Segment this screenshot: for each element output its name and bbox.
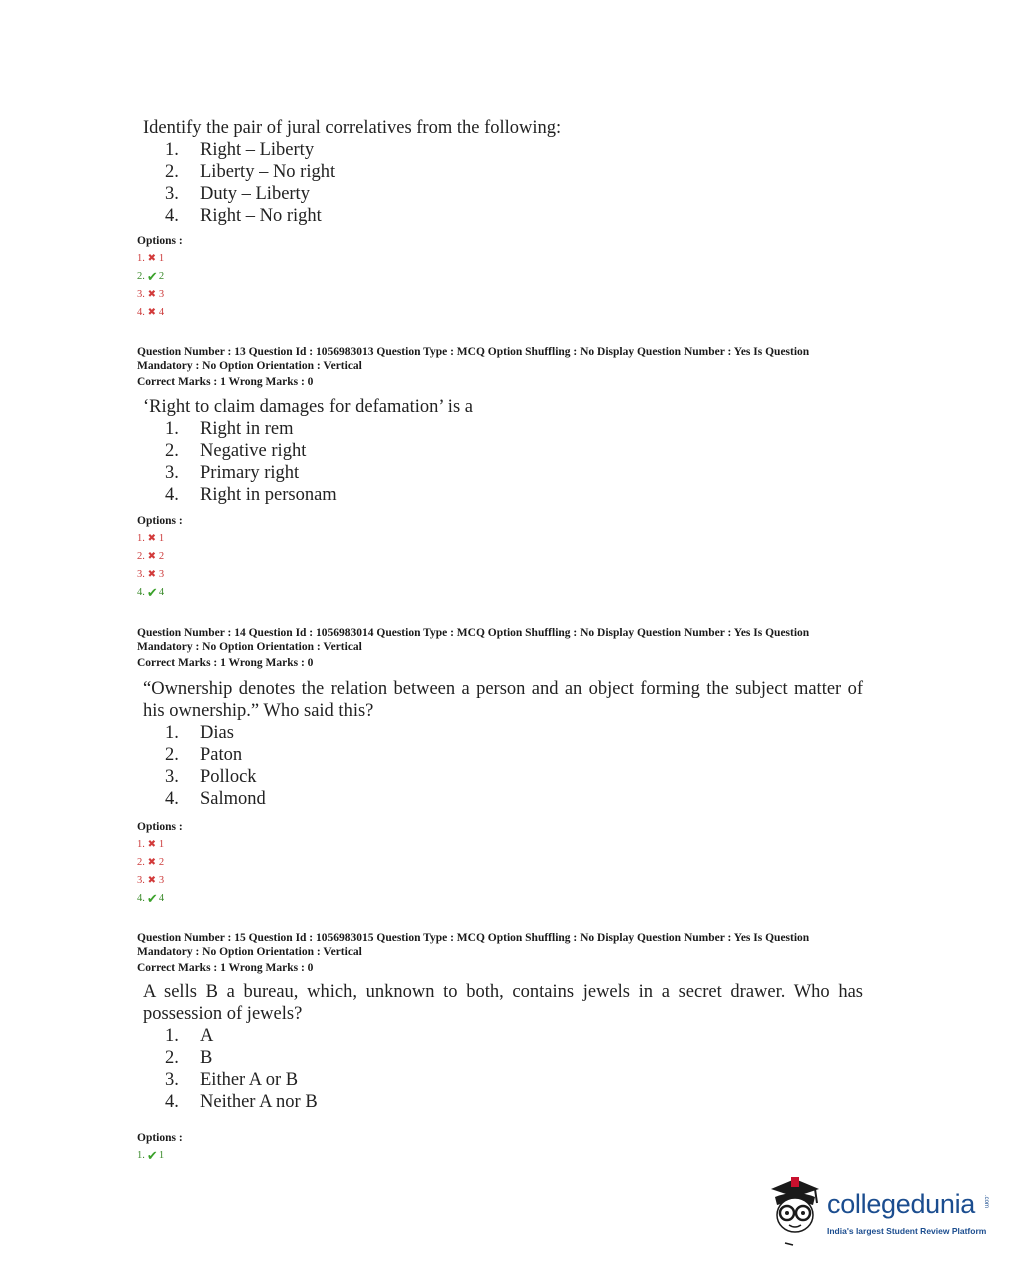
logo-com: .com	[983, 1195, 989, 1209]
collegedunia-logo	[765, 1175, 995, 1250]
question-meta: Mandatory : No Option Orientation : Vertical	[137, 360, 362, 372]
question-meta: Mandatory : No Option Orientation : Vertical	[137, 641, 362, 653]
question-option: 1. Dias	[165, 723, 234, 743]
cross-icon: ✖	[147, 839, 157, 850]
question-option: 2. Negative right	[165, 441, 307, 461]
answer-option: 2. ✖ 2	[137, 857, 165, 868]
options-label: Options :	[137, 1132, 183, 1144]
check-icon: ✔	[146, 1148, 158, 1163]
check-icon: ✔	[146, 269, 158, 284]
cross-icon: ✖	[147, 857, 157, 868]
question-marks: Correct Marks : 1 Wrong Marks : 0	[137, 657, 314, 669]
cross-icon: ✖	[147, 551, 157, 562]
answer-option: 1. ✖ 1	[137, 839, 165, 850]
question-option: 4. Right – No right	[165, 206, 322, 226]
options-label: Options :	[137, 515, 183, 527]
answer-option: 4. ✖ 4	[137, 307, 165, 318]
question-marks: Correct Marks : 1 Wrong Marks : 0	[137, 962, 314, 974]
cross-icon: ✖	[147, 875, 157, 886]
answer-option: 1. ✖ 1	[137, 253, 165, 264]
question-option: 3. Duty – Liberty	[165, 184, 310, 204]
cross-icon: ✖	[147, 569, 157, 580]
question-text: Identify the pair of jural correlatives from the following:	[143, 118, 562, 138]
question-option: 2. Liberty – No right	[165, 162, 336, 182]
answer-option: 4. ✔ 4	[137, 891, 165, 906]
answer-option: 4. ✔ 4	[137, 585, 165, 600]
options-label: Options :	[137, 821, 183, 833]
question-marks: Correct Marks : 1 Wrong Marks : 0	[137, 376, 314, 388]
question-option: 3. Either A or B	[165, 1070, 299, 1090]
question-meta: Mandatory : No Option Orientation : Vertical	[137, 946, 362, 958]
question-option: 4. Neither A nor B	[165, 1092, 318, 1112]
answer-option: 1. ✖ 1	[137, 533, 165, 544]
question-option: 4. Right in personam	[165, 485, 337, 505]
question-text: A sells B a bureau, which, unknown to both, contains jewels in a secret drawer. Who has possession of jewels?	[143, 982, 863, 1024]
question-meta: Question Number : 14 Question Id : 1056983014 Question Type : MCQ Option Shuffling : No Display Question Number : Yes Is Question	[137, 627, 810, 639]
question-text: “Ownership denotes the relation between a person and an object forming the subject matter of his ownership.” Who said this?	[143, 679, 863, 721]
check-icon: ✔	[146, 891, 158, 906]
cross-icon: ✖	[147, 289, 157, 300]
answer-option: 2. ✔ 2	[137, 269, 165, 284]
answer-option: 3. ✖ 3	[137, 289, 165, 300]
question-meta: Question Number : 13 Question Id : 1056983013 Question Type : MCQ Option Shuffling : No Display Question Number : Yes Is Question	[137, 346, 810, 358]
answer-option: 3. ✖ 3	[137, 875, 165, 886]
options-label: Options :	[137, 235, 183, 247]
logo-wordmark: collegedunia	[827, 1189, 976, 1219]
question-option: 1. Right – Liberty	[165, 140, 315, 160]
answer-option: 2. ✖ 2	[137, 551, 165, 562]
question-option: 1. A	[165, 1026, 214, 1046]
question-option: 2. B	[165, 1048, 213, 1068]
check-icon: ✔	[146, 585, 158, 600]
question-meta: Question Number : 15 Question Id : 1056983015 Question Type : MCQ Option Shuffling : No Display Question Number : Yes Is Question	[137, 932, 810, 944]
question-option: 1. Right in rem	[165, 419, 294, 439]
answer-option: 1. ✔ 1	[137, 1148, 165, 1163]
question-option: 4. Salmond	[165, 789, 266, 809]
answer-option: 3. ✖ 3	[137, 569, 165, 580]
question-text: ‘Right to claim damages for defamation’ is a	[143, 397, 473, 417]
logo-tagline: India's largest Student Review Platform	[827, 1226, 987, 1236]
question-option: 2. Paton	[165, 745, 243, 765]
cross-icon: ✖	[147, 253, 157, 264]
cross-icon: ✖	[147, 307, 157, 318]
question-option: 3. Primary right	[165, 463, 300, 483]
graduate-mascot-icon	[765, 1175, 825, 1247]
question-option: 3. Pollock	[165, 767, 257, 787]
cross-icon: ✖	[147, 533, 157, 544]
